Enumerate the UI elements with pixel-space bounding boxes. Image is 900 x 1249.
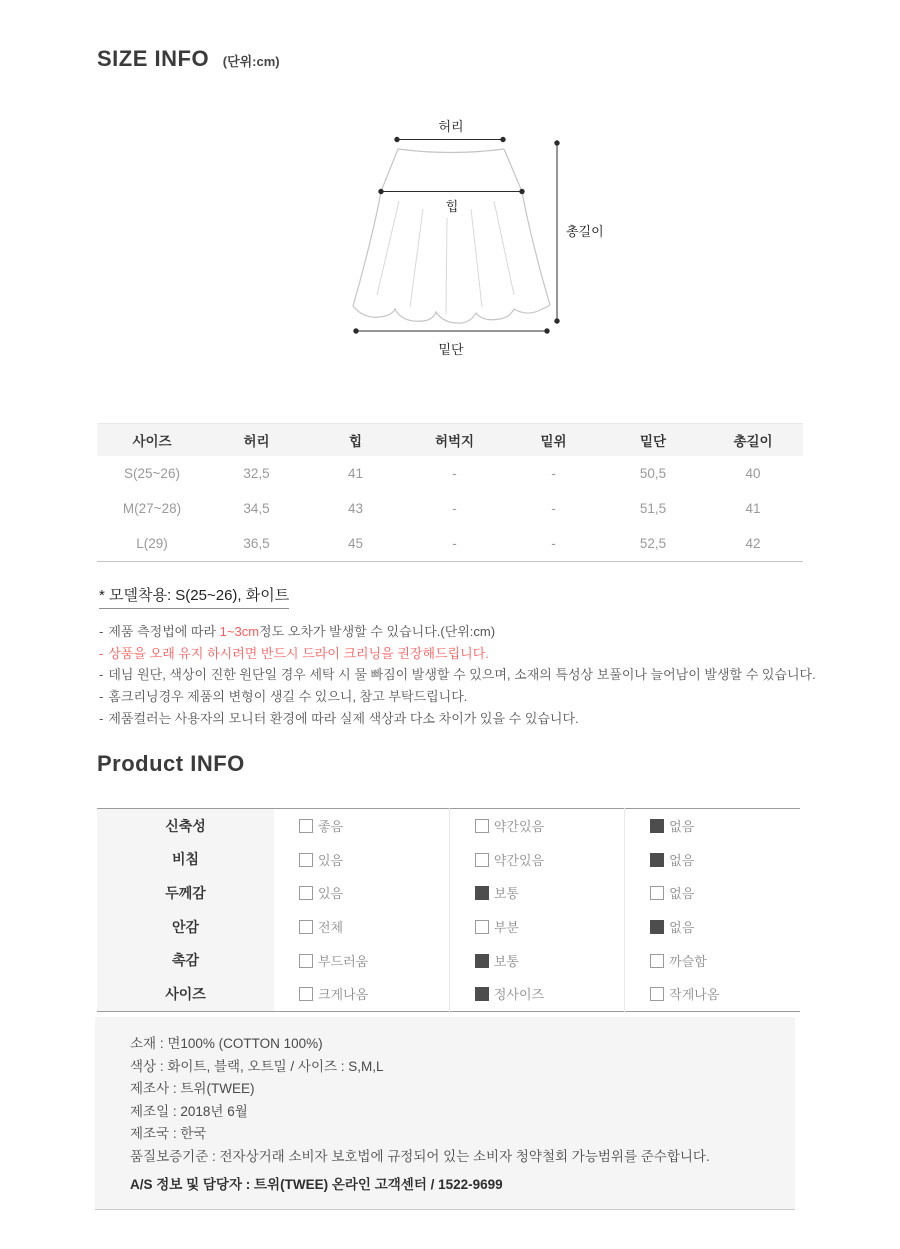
- note-line: [99, 686, 899, 708]
- size-cell: S(25~26): [124, 466, 180, 481]
- checkbox-icon: [299, 954, 313, 968]
- attribute-option-label: 없음: [669, 852, 695, 868]
- checkbox-icon: [650, 853, 664, 867]
- size-info-title: [97, 45, 280, 73]
- detail-line-color-size: 색상 : 화이트, 블랙, 오트밀 / 사이즈 : S,M,L: [130, 1058, 384, 1074]
- checkbox-icon: [475, 920, 489, 934]
- model-note: * 모델착용: S(25~26), 화이트: [99, 584, 289, 609]
- checkbox-icon: [475, 954, 489, 968]
- product-notes: [99, 621, 899, 730]
- size-cell: -: [551, 501, 556, 516]
- attribute-option-label: 있음: [318, 852, 344, 868]
- size-cell: 52,5: [603, 526, 703, 562]
- hem-label: 밑단: [438, 342, 464, 357]
- product-info-title: [97, 750, 245, 778]
- detail-line-country: 제조국 : 한국: [130, 1126, 207, 1141]
- checkbox-icon: [299, 886, 313, 900]
- note-text: 데님 원단, 색상이 진한 원단일 경우 세탁 시 물 빠짐이 발생할 수 있으며, 소재의 특성상 보풀이나 늘어남이 발생할 수 있습니다.: [108, 667, 816, 683]
- measurement-lines: [354, 137, 559, 333]
- attribute-option-label: 보통: [493, 953, 519, 969]
- detail-line-manufacture-date: 제조일 : 2018년 6월: [130, 1103, 248, 1119]
- attribute-option: [449, 843, 624, 877]
- size-unit-label: (단위:cm): [222, 54, 280, 69]
- attribute-option-label: 약간있음: [493, 852, 545, 868]
- attribute-option-label: 보통: [493, 886, 519, 902]
- attribute-label: 비침: [97, 843, 274, 877]
- attribute-option: [449, 977, 624, 1011]
- size-info-title-text: SIZE INFO: [97, 46, 210, 71]
- detail-line-material: 소재 : 면100% (COTTON 100%): [130, 1036, 323, 1051]
- size-cell: 34,5: [243, 501, 270, 516]
- attribute-option: [625, 876, 800, 910]
- checkbox-icon: [650, 920, 664, 934]
- attribute-option-label: 없음: [669, 819, 695, 835]
- skirt-outline: [353, 149, 550, 323]
- checkbox-icon: [299, 853, 313, 867]
- attribute-option: [449, 943, 624, 977]
- attribute-option-label: 약간있음: [493, 819, 545, 835]
- size-table: [97, 423, 803, 562]
- attribute-option-label: 크게나옴: [318, 987, 369, 1003]
- note-text: 정도 오차가 발생할 수 있습니다.(단위:cm): [259, 624, 496, 639]
- attribute-option-label: 정사이즈: [493, 987, 545, 1003]
- attribute-option-label: 전체: [318, 920, 344, 936]
- size-cell: 41: [745, 501, 761, 516]
- size-table-row: [97, 526, 803, 562]
- checkbox-icon: [650, 987, 664, 1001]
- note-line: [99, 621, 899, 643]
- note-text: 홈크리닝경우 제품의 변형이 생길 수 있으니, 참고 부탁드립니다.: [108, 689, 468, 705]
- size-cell: -: [452, 466, 457, 481]
- checkbox-icon: [475, 819, 489, 833]
- size-col-header: 총길이: [703, 424, 803, 457]
- size-cell: 32,5: [243, 466, 270, 481]
- attribute-option: [274, 977, 449, 1011]
- size-table-header-row: [97, 424, 803, 457]
- checkbox-icon: [650, 954, 664, 968]
- note-line: [99, 708, 899, 730]
- size-cell: 36,5: [207, 526, 306, 562]
- detail-line-warranty: 품질보증기준 : 전자상거래 소비자 보호법에 규정되어 있는 소비자 청약철회 가능범위를 준수합니다.: [130, 1148, 710, 1164]
- note-text: 상품을 오래 유지 하시려면 반드시 드라이 크리닝을 권장해드립니다.: [108, 645, 489, 661]
- note-bullet: -: [99, 667, 104, 683]
- attribute-option: [449, 809, 624, 843]
- attribute-label: 촉감: [97, 943, 274, 977]
- checkbox-icon: [299, 920, 313, 934]
- checkbox-icon: [650, 819, 664, 833]
- size-cell: 40: [745, 466, 761, 481]
- size-col-header: 허벅지: [405, 424, 504, 457]
- attribute-option: [449, 910, 624, 944]
- note-text: 제품 측정법에 따라: [108, 624, 220, 639]
- attribute-option-label: 없음: [669, 886, 695, 902]
- attribute-option-label: 부분: [493, 920, 519, 936]
- note-line: [99, 664, 899, 686]
- attribute-row: [97, 876, 800, 910]
- attribute-option: [625, 910, 800, 944]
- size-cell: M(27~28): [122, 501, 182, 516]
- skirt-diagram-svg: [330, 105, 620, 360]
- note-text: 제품컬러는 사용자의 모니터 환경에 따라 실제 색상과 다소 차이가 있을 수 있습니다.: [108, 710, 579, 726]
- attribute-option-label: 있음: [318, 886, 344, 902]
- attribute-option-label: 없음: [669, 920, 695, 936]
- attribute-option: [274, 943, 449, 977]
- size-cell: 51,5: [639, 501, 667, 516]
- hip-label: 힙: [445, 199, 459, 214]
- attribute-option: [274, 876, 449, 910]
- skirt-pleat-lines: [377, 201, 514, 314]
- product-info-title-text: Product INFO: [97, 751, 245, 776]
- attribute-label: 사이즈: [97, 977, 274, 1011]
- note-bullet: -: [99, 624, 104, 639]
- checkbox-icon: [475, 886, 489, 900]
- attribute-row: [97, 910, 800, 944]
- attribute-option: [625, 943, 800, 977]
- size-cell: 42: [703, 526, 803, 562]
- size-col-header: 밑단: [603, 424, 703, 457]
- size-cell: -: [504, 526, 603, 562]
- detail-line-manufacturer: 제조사 : 트위(TWEE): [130, 1081, 255, 1096]
- size-cell: L(29): [97, 526, 207, 562]
- size-cell: -: [551, 466, 556, 481]
- attribute-option: [449, 876, 624, 910]
- product-details-box: [95, 1017, 795, 1210]
- size-col-header: 힙: [306, 424, 405, 457]
- attribute-option: [274, 843, 449, 877]
- waist-label: 허리: [438, 119, 464, 134]
- attribute-option: [625, 809, 800, 843]
- size-table-row: [97, 491, 803, 526]
- size-cell: -: [405, 526, 504, 562]
- size-col-header: 허리: [207, 424, 306, 457]
- note-bullet: -: [99, 689, 104, 705]
- note-bullet: -: [99, 645, 104, 661]
- size-cell: 50,5: [639, 466, 667, 481]
- attribute-row: [97, 843, 800, 877]
- attribute-option: [625, 843, 800, 877]
- checkbox-icon: [475, 853, 489, 867]
- skirt-measurement-diagram: [330, 105, 620, 360]
- size-cell: 45: [306, 526, 405, 562]
- note-text-highlight: 1~3cm: [219, 624, 260, 639]
- size-cell: 43: [347, 501, 364, 516]
- attribute-option: [274, 809, 449, 843]
- size-col-header: 밑위: [504, 424, 603, 457]
- attribute-label: 두께감: [97, 876, 274, 910]
- attribute-option: [625, 977, 800, 1011]
- product-attributes-table: [97, 808, 800, 1012]
- total-length-label: 총길이: [566, 224, 604, 239]
- checkbox-icon: [650, 886, 664, 900]
- size-cell: 41: [347, 466, 364, 481]
- attribute-label: 신축성: [97, 809, 274, 843]
- attribute-option-label: 까슬함: [669, 953, 707, 969]
- attribute-row: [97, 977, 800, 1011]
- attribute-option-label: 작게나옴: [669, 987, 720, 1003]
- attribute-option-label: 부드러움: [318, 953, 369, 969]
- size-cell: -: [452, 501, 457, 516]
- note-bullet: -: [99, 710, 104, 726]
- attribute-row: [97, 809, 800, 843]
- detail-line-as-contact: A/S 정보 및 담당자 : 트위(TWEE) 온라인 고객센터 / 1522-9699: [130, 1177, 503, 1192]
- checkbox-icon: [299, 987, 313, 1001]
- checkbox-icon: [299, 819, 313, 833]
- attribute-label: 안감: [97, 910, 274, 944]
- note-line: [99, 643, 899, 665]
- checkbox-icon: [475, 987, 489, 1001]
- attribute-option: [274, 910, 449, 944]
- size-col-header: 사이즈: [97, 424, 207, 457]
- attribute-option-label: 좋음: [318, 819, 344, 835]
- size-table-row: [97, 456, 803, 491]
- attribute-row: [97, 943, 800, 977]
